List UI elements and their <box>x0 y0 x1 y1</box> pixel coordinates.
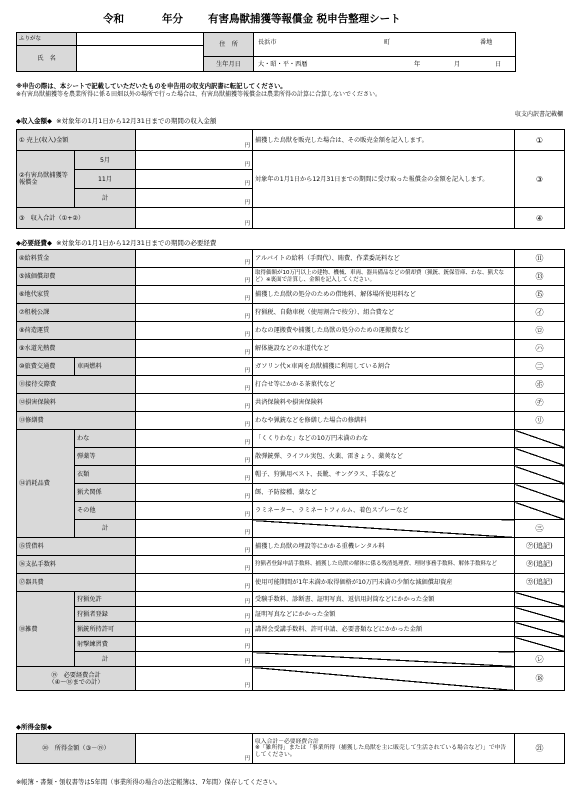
income-amount-value[interactable]: 円 <box>136 734 253 764</box>
expense-amount-travel[interactable]: 円 <box>136 358 253 376</box>
footer-note: ※帳簿・書類・領収書等は5年間（事業所得の場合の法定帳簿は、7年間）保存してください。 <box>16 779 282 786</box>
misc-sub-gun-permit: 猟銃所持許可 <box>75 622 136 637</box>
furigana-field[interactable] <box>77 33 204 46</box>
consumables-sub-dogs: 猟犬関係 <box>75 484 136 502</box>
income-amount-desc: 収入合計－必要経費合計 ※「雑所得」または「事業所得（捕獲した鳥獣を主に販売して生活されている場合など）」で申告してください。 <box>253 734 515 764</box>
bounty-amount-total[interactable]: 円 <box>136 189 253 208</box>
furigana-label: ふりがな <box>17 33 77 46</box>
bounty-amount-nov[interactable]: 円 <box>136 170 253 189</box>
income-desc-total <box>253 208 515 229</box>
income-mark-bounty: ③ <box>515 151 565 208</box>
expense-mark-repairs: ㋷ <box>515 412 565 430</box>
expense-amount-fees[interactable]: 円 <box>136 556 253 574</box>
expense-amount-insurance[interactable]: 円 <box>136 394 253 412</box>
expense-total-label-line1: ⑲ 必要経費合計 <box>51 671 101 679</box>
expense-section-heading <box>16 238 216 247</box>
expense-mark-travel: ㊁ <box>515 358 565 376</box>
misc-amount-license[interactable]: 円 <box>136 592 253 607</box>
expense-desc-shipping: わなの運搬費や捕獲した鳥獣の処分のための運搬費など <box>253 322 515 340</box>
expense-mark-fees: ㋟(追記) <box>515 556 565 574</box>
consumables-mark-blank <box>515 430 565 448</box>
bounty-sub-nov: 11月 <box>75 170 136 189</box>
expense-mark-rental: ㋗(追記) <box>515 538 565 556</box>
expense-label-utilities: ⑨水道光熱費 <box>17 340 136 358</box>
misc-amount-shooting[interactable]: 円 <box>136 637 253 652</box>
expense-mark-shipping: ㋺ <box>515 322 565 340</box>
consumables-amount-other[interactable]: 円 <box>136 502 253 520</box>
expense-label-rent: ⑥地代家賃 <box>17 286 136 304</box>
consumables-mark-blank <box>515 448 565 466</box>
consumables-mark: ㊂ <box>515 520 565 538</box>
income-mark-sales: ① <box>515 130 565 151</box>
expense-total-label-line2: （④～⑱までの計） <box>48 678 104 686</box>
bounty-sub-may: 5月 <box>75 151 136 170</box>
expense-total-label <box>17 667 136 691</box>
misc-sub-license: 狩猟免許 <box>75 592 136 607</box>
income-amount-label: ⑳ 所得金額（③－⑲） <box>17 734 136 764</box>
expense-label-tools: ⑰器具費 <box>17 574 136 592</box>
consumables-desc-traps: 「くくりわな」などの10万円未満のわな <box>253 430 515 448</box>
address-city: 長浜市 <box>258 39 277 46</box>
misc-desc-shooting <box>253 637 515 652</box>
misc-mark-blank <box>515 592 565 607</box>
misc-desc-gun-permit: 講習会受講手数料、許可申請、必要書類などにかかった金額 <box>253 622 515 637</box>
consumables-desc-dogs: 餌、予防接種、薬など <box>253 484 515 502</box>
misc-sub-total: 計 <box>75 652 136 667</box>
expense-amount-tools[interactable]: 円 <box>136 574 253 592</box>
expense-amount-utilities[interactable]: 円 <box>136 340 253 358</box>
expense-mark-insurance: ㋠ <box>515 394 565 412</box>
income-amount-sales[interactable]: 円 <box>136 130 253 151</box>
consumables-desc-other: ラミネーター、ラミネートフィルム、着色スプレーなど <box>253 502 515 520</box>
expense-desc-tools: 使用可能期間が1年未満か取得価格が10万円未満の少額な減価償却資産 <box>253 574 515 592</box>
consumables-desc-clothing: 帽子、狩猟用ベスト、長靴、サングラス、手袋など <box>253 466 515 484</box>
expense-label-insurance: ⑫損害保険料 <box>17 394 136 412</box>
income-amount-mark: ㉑ <box>515 734 565 764</box>
expense-mark-tools: ㋕(追記) <box>515 574 565 592</box>
consumables-desc-total <box>253 520 515 538</box>
consumables-sub-clothing: 衣類 <box>75 466 136 484</box>
misc-label: ⑱雑費 <box>17 592 75 667</box>
income-label-total: ③ 収入合計（①+②） <box>17 208 136 229</box>
expense-desc-insurance: 共済保険料や損害保険料 <box>253 394 515 412</box>
consumables-amount-clothing[interactable]: 円 <box>136 466 253 484</box>
expense-mark-utilities: ㋩ <box>515 340 565 358</box>
misc-amount-registration[interactable]: 円 <box>136 607 253 622</box>
address-banchi: 番地 <box>480 39 493 46</box>
misc-mark: ㋹ <box>515 652 565 667</box>
consumables-mark-blank <box>515 502 565 520</box>
misc-amount-gun-permit[interactable]: 円 <box>136 622 253 637</box>
expense-mark-rent: ⑮ <box>515 286 565 304</box>
expense-mark-entertainment: ㋭ <box>515 376 565 394</box>
income-mark-total: ④ <box>515 208 565 229</box>
consumables-amount-ammo[interactable]: 円 <box>136 448 253 466</box>
income-table <box>16 129 565 229</box>
income-desc-bounty: 対象年の1月1日から12月31日までの期間に受け取った報償金の金額を記入します。 <box>253 151 515 208</box>
expense-desc-travel: ガソリン代×車両を鳥獣捕獲に利用している割合 <box>253 358 515 376</box>
misc-desc-license: 受験手数料、診断書、証明写真、返信用封筒などにかかった金額 <box>253 592 515 607</box>
expense-total-mark: ⑱ <box>515 667 565 691</box>
consumables-label: ⑭消耗品費 <box>17 430 75 538</box>
birthdate-field[interactable] <box>254 57 516 72</box>
expense-desc-entertainment: 打合せ等にかかる茶菓代など <box>253 376 515 394</box>
consumables-amount-traps[interactable]: 円 <box>136 430 253 448</box>
birthdate-month: 月 <box>454 61 461 68</box>
note-2: ※有害鳥獣捕獲等を農業所得に係る田畑以外の場所で行った場合は、有害鳥獣捕獲等報償金は農業所得の計算に合算しないでください。 <box>16 91 382 98</box>
income-amount-total[interactable]: 円 <box>136 208 253 229</box>
income-section-label: ◆収入金額◆ <box>16 117 52 125</box>
consumables-sub-ammo: 弾薬等 <box>75 448 136 466</box>
expense-desc-wages: アルバイトの給料（手間代）、賄費、作業委託料など <box>253 250 515 268</box>
expense-amount-rent[interactable]: 円 <box>136 286 253 304</box>
title-main: 有害鳥獣捕獲等報償金 税申告整理シート <box>208 13 401 25</box>
consumables-amount-dogs[interactable]: 円 <box>136 484 253 502</box>
expense-label-wages: ④給料賃金 <box>17 250 136 268</box>
consumables-mark-blank <box>515 484 565 502</box>
expense-label-repairs: ⑬修繕費 <box>17 412 136 430</box>
expense-amount-entertainment[interactable]: 円 <box>136 376 253 394</box>
expense-amount-wages[interactable]: 円 <box>136 250 253 268</box>
misc-mark-blank <box>515 637 565 652</box>
address-town: 町 <box>384 39 391 46</box>
misc-sub-shooting: 射撃練習費 <box>75 637 136 652</box>
expense-desc-fees: 狩猟者登録申請手数料、捕獲した鳥獣の解体に係る残渣処理費、理財事務手数料、解体手数料など <box>253 556 515 574</box>
expense-section-note: ※対象年の1月1日から12月31日までの期間の必要経費 <box>56 239 217 247</box>
expense-amount-repairs[interactable]: 円 <box>136 412 253 430</box>
expense-sub-travel: 車両燃料 <box>75 358 136 376</box>
expense-label-shipping: ⑧荷造運賃 <box>17 322 136 340</box>
income-section-heading <box>16 116 216 125</box>
expense-label-rental: ⑮賃借料 <box>17 538 136 556</box>
income-desc-sales: 捕獲した鳥獣を販売した場合は、その販売金額を記入します。 <box>253 130 515 151</box>
expense-amount-taxes[interactable]: 円 <box>136 304 253 322</box>
income-label-bounty: ②有害鳥獣捕獲等報償金 <box>17 151 75 208</box>
name-field[interactable] <box>77 46 204 72</box>
income-amount-section-label: ◆所得金額◆ <box>16 723 52 731</box>
birthdate-label: 生年月日 <box>204 57 254 72</box>
expense-table <box>16 249 565 691</box>
expense-mark-taxes: ㋑ <box>515 304 565 322</box>
title-year-unit: 年分 <box>162 13 183 25</box>
expense-label-taxes: ⑦租税公課 <box>17 304 136 322</box>
misc-mark-blank <box>515 622 565 637</box>
expense-total-amount[interactable]: 円 <box>136 667 253 691</box>
expense-label-travel: ⑩旅費交通費 <box>17 358 75 376</box>
bounty-amount-may[interactable]: 円 <box>136 151 253 170</box>
income-amount-table <box>16 733 565 764</box>
expense-mark-wages: ⑪ <box>515 250 565 268</box>
misc-desc-total <box>253 652 515 667</box>
expense-desc-rental: 捕獲した鳥獣の埋設等にかかる重機レンタル料 <box>253 538 515 556</box>
expense-mark-depreciation: ⑬ <box>515 268 565 286</box>
income-amount-section-heading <box>16 722 52 731</box>
expense-amount-rental[interactable]: 円 <box>136 538 253 556</box>
consumables-sub-traps: わな <box>75 430 136 448</box>
name-label: 氏 名 <box>17 46 77 72</box>
consumables-sub-other: その他 <box>75 502 136 520</box>
expense-desc-rent: 捕獲した鳥獣の処分のための借地料、解体場所使用料など <box>253 286 515 304</box>
expense-desc-utilities: 解体施設などの水道代など <box>253 340 515 358</box>
expense-label-fees: ⑯支払手数料 <box>17 556 136 574</box>
misc-mark-blank <box>515 607 565 622</box>
expense-label-entertainment: ⑪接待交際費 <box>17 376 136 394</box>
birthdate-day: 日 <box>495 61 502 68</box>
header-table <box>16 32 516 72</box>
income-section-note: ※対象年の1月1日から12月31日までの期間の収入金額 <box>56 117 217 125</box>
summary-column-note: 収支内訳書記載欄 <box>514 111 563 118</box>
consumables-amount-total[interactable]: 円 <box>136 520 253 538</box>
expense-total-desc <box>253 667 515 691</box>
expense-amount-shipping[interactable]: 円 <box>136 322 253 340</box>
birthdate-year: 年 <box>414 61 421 68</box>
bounty-sub-total: 計 <box>75 189 136 208</box>
address-field[interactable] <box>254 33 516 57</box>
income-label-sales: ① 売上(収入)金額 <box>17 130 136 151</box>
address-label: 住 所 <box>204 33 254 57</box>
note-1: ※申告の際は、本シートで記載していただいたものを申告用の収支内訳書に転記してください。 <box>16 83 287 90</box>
birthdate-eras: 大・昭・平・西暦 <box>258 61 308 68</box>
expense-desc-depreciation: 取得価額が10万円以上の建物、機械、車両、器具備品などの償却費（猟銃、銃保管庫、わな、猟犬など）※裏面で計算し、金額を記入してください。 <box>253 268 515 286</box>
misc-desc-registration: 証明写真などにかかった金額 <box>253 607 515 622</box>
expense-desc-taxes: 狩猟税、自動車税（使用割合で按分）、組合費など <box>253 304 515 322</box>
expense-section-label: ◆必要経費◆ <box>16 239 52 247</box>
consumables-desc-ammo: 散弾銃弾、ライフル実包、火薬、雷きょう、薬莢など <box>253 448 515 466</box>
expense-desc-repairs: わなや猟銃などを修繕した場合の修繕料 <box>253 412 515 430</box>
misc-sub-registration: 狩猟者登録 <box>75 607 136 622</box>
misc-amount-total[interactable]: 円 <box>136 652 253 667</box>
expense-label-depreciation: ⑤減価償却費 <box>17 268 136 286</box>
consumables-sub-total: 計 <box>75 520 136 538</box>
expense-amount-depreciation[interactable]: 円 <box>136 268 253 286</box>
consumables-mark-blank <box>515 466 565 484</box>
title-era: 令和 <box>103 13 124 25</box>
